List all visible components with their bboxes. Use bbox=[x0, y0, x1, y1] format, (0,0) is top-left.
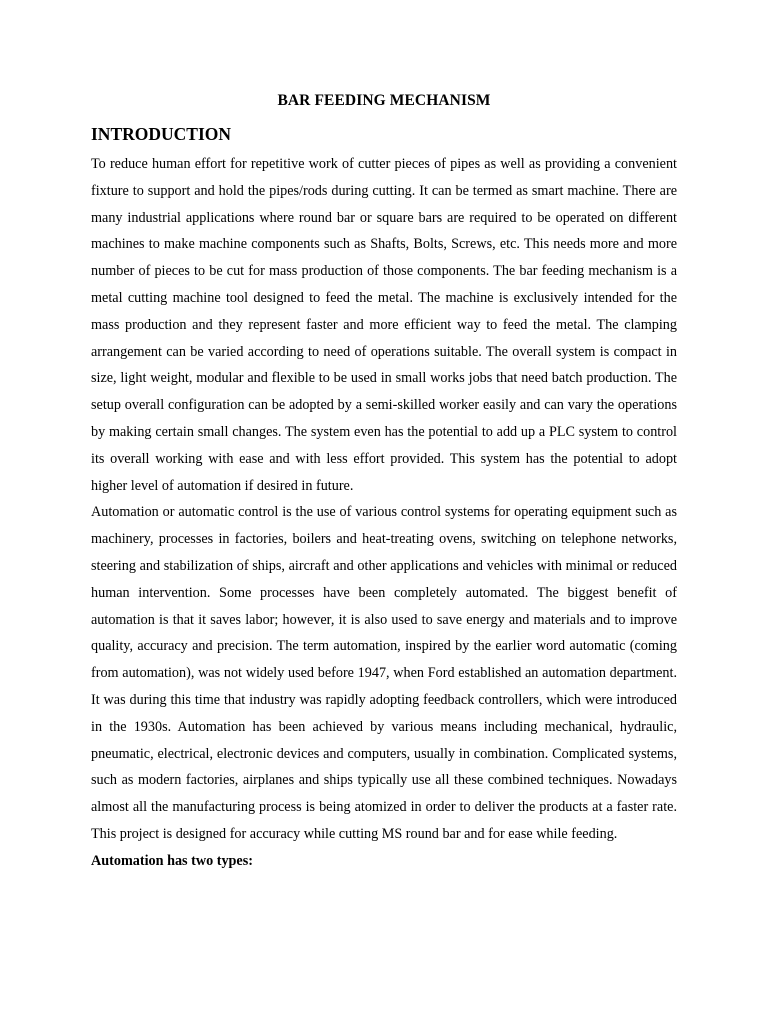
paragraph: Automation or automatic control is the use of various control systems for operating equipment such as machinery, processes in factories, boilers and heat-treating ovens, switching on telephone networks, steering and stabilization of ships, aircraft and other applications and vehicles with minimal or reduced human intervention. Some processes have been completely automated. The biggest benefit of automation is that it saves labor; however, it is also used to save energy and materials and to improve quality, accuracy and precision. The term automation, inspired by the earlier word automatic (coming from automation), was not widely used before 1947, when Ford established an automation department. It was during this time that industry was rapidly adopting feedback controllers, which were introduced in the 1930s. Automation has been achieved by various means including mechanical, hydraulic, pneumatic, electrical, electronic devices and computers, usually in combination. Complicated systems, such as modern factories, airplanes and ships typically use all these combined techniques. Nowadays almost all the manufacturing process is being atomized in order to deliver the products at a faster rate. This project is designed for accuracy while cutting MS round bar and for ease while feeding. bbox=[91, 504, 677, 842]
document-body bbox=[91, 151, 677, 875]
document-title: BAR FEEDING MECHANISM bbox=[277, 92, 491, 109]
paragraph: To reduce human effort for repetitive work of cutter pieces of pipes as well as providing a convenient fixture to support and hold the pipes/rods during cutting. It can be termed as smart machine. There are many industrial applications where round bar or square bars are required to be operated on different machines to make machine components such as Shafts, Bolts, Screws, etc. This needs more and more number of pieces to be cut for mass production of those components. The bar feeding mechanism is a metal cutting machine tool designed to feed the metal. The machine is exclusively intended for the mass production and they represent faster and more efficient way to feed the metal. The clamping arrangement can be varied according to need of operations suitable. The overall system is compact in size, light weight, modular and flexible to be used in small works jobs that need batch production. The setup overall configuration can be adopted by a semi-skilled worker easily and can vary the operations by making certain small changes. The system even has the potential to add up a PLC system to control its overall working with ease and with less effort provided. This system has the potential to adopt higher level of automation if desired in future. bbox=[91, 156, 677, 494]
subheading-automation-types: Automation has two types: bbox=[91, 852, 253, 869]
section-heading-introduction: INTRODUCTION bbox=[91, 124, 232, 144]
